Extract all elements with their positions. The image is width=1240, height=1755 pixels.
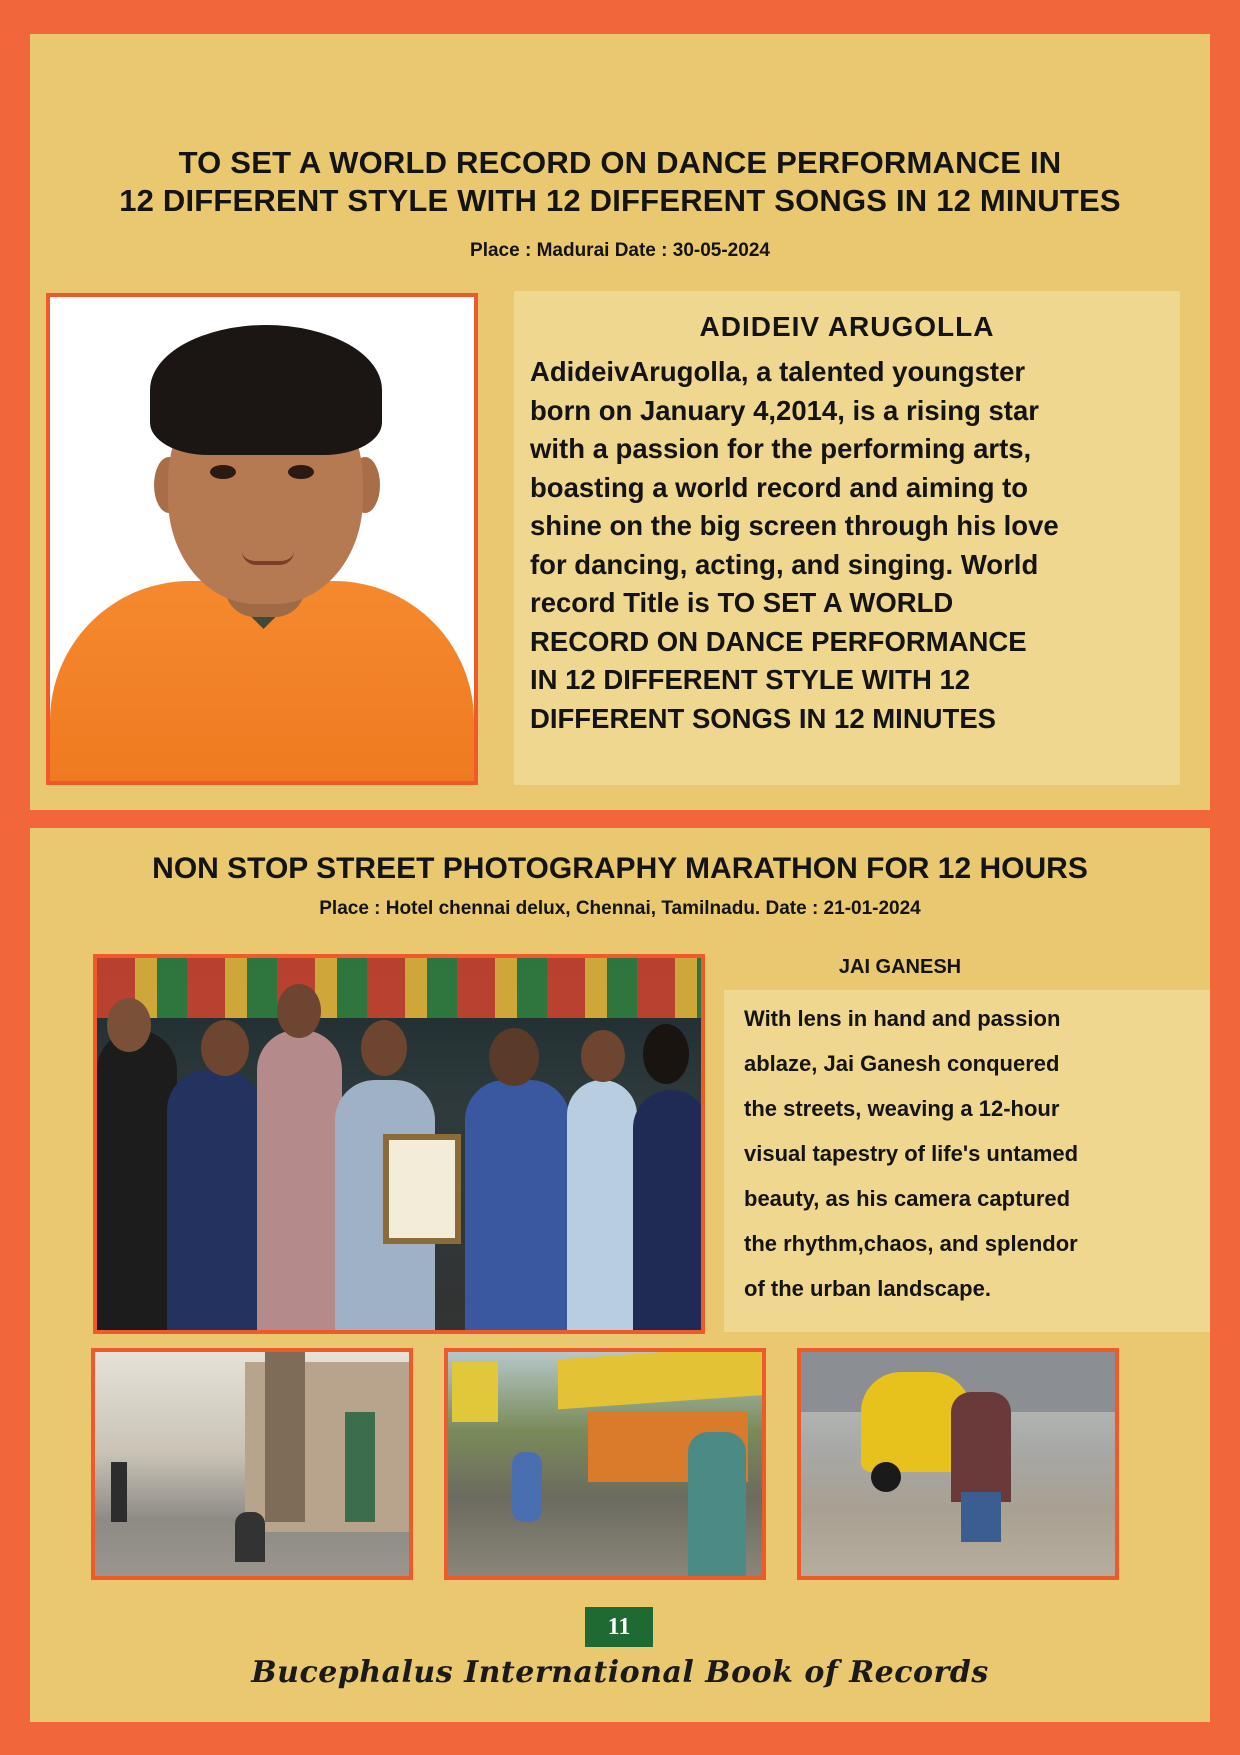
scooter <box>512 1452 542 1522</box>
bio-box <box>514 291 1180 785</box>
record-panel-dance <box>30 34 1210 810</box>
photographer <box>235 1512 265 1562</box>
head <box>581 1030 625 1082</box>
eye <box>288 465 314 479</box>
head <box>489 1028 539 1086</box>
record-title-line-2: 12 DIFFERENT STYLE WITH 12 DIFFERENT SONGS IN 12 MINUTES <box>119 183 1121 218</box>
woman-in-saree <box>688 1432 746 1580</box>
record-panel-photography <box>30 828 1210 1722</box>
page-number-badge: 11 <box>585 1607 653 1647</box>
hair <box>150 325 382 455</box>
holder-name: JAI GANESH <box>838 956 962 978</box>
awning <box>558 1348 766 1409</box>
publication-name: Bucephalus International Book of Records <box>251 1655 989 1690</box>
doorway <box>345 1412 375 1522</box>
head <box>643 1024 689 1084</box>
mouth <box>242 551 294 565</box>
jeans <box>961 1492 1001 1542</box>
pillar <box>265 1352 305 1522</box>
bio-text: AdideivArugolla, a talented youngster born on January 4,2014, is a rising star with a passion for the performing arts, boasting a world record and aiming to shine on the big screen through his love for dancing, acting, and singing. World record Title is TO SET A WORLD RECORD ON DANCE PERFORMANCE IN 12 DIFFERENT STYLE WITH 12 DIFFERENT SONGS IN 12 MINUTES <box>530 356 1059 734</box>
bio-text: With lens in hand and passion ablaze, Jai Ganesh conquered the streets, weaving a 12-hour visual tapestry of life's untamed beauty, as his camera captured the rhythm,chaos, and splendor of the urban landscape. <box>744 1006 1079 1301</box>
head <box>277 984 321 1038</box>
eye <box>210 465 236 479</box>
record-title: NON STOP STREET PHOTOGRAPHY MARATHON FOR 12 HOURS <box>152 852 1088 885</box>
person <box>167 1070 262 1330</box>
place-date: Place : Hotel chennai delux, Chennai, Tamilnadu. Date : 21-01-2024 <box>319 898 921 919</box>
head <box>361 1020 407 1076</box>
record-title <box>30 144 1210 220</box>
street-photo-auto-rickshaw <box>797 1348 1119 1580</box>
pedestrian <box>111 1462 127 1522</box>
stall-umbrella <box>452 1362 498 1422</box>
head <box>107 998 151 1052</box>
person <box>465 1080 570 1330</box>
holder-name: ADIDEIV ARUGOLLA <box>699 311 995 342</box>
person <box>257 1030 342 1330</box>
certificate <box>383 1134 461 1244</box>
decorative-banner <box>97 958 701 1018</box>
street-photo-market <box>444 1348 766 1580</box>
person <box>633 1090 705 1330</box>
portrait-photo <box>46 293 478 785</box>
record-title-line-1: TO SET A WORLD RECORD ON DANCE PERFORMANCE IN <box>178 145 1062 180</box>
person <box>567 1080 637 1330</box>
street-photo-temple-lane <box>91 1348 413 1580</box>
bio-box <box>724 990 1210 1332</box>
person <box>97 1030 177 1330</box>
award-ceremony-photo <box>93 954 705 1334</box>
photographer <box>951 1392 1011 1502</box>
head <box>201 1020 249 1076</box>
place-date: Place : Madurai Date : 30-05-2024 <box>470 240 770 261</box>
wheel <box>871 1462 901 1492</box>
